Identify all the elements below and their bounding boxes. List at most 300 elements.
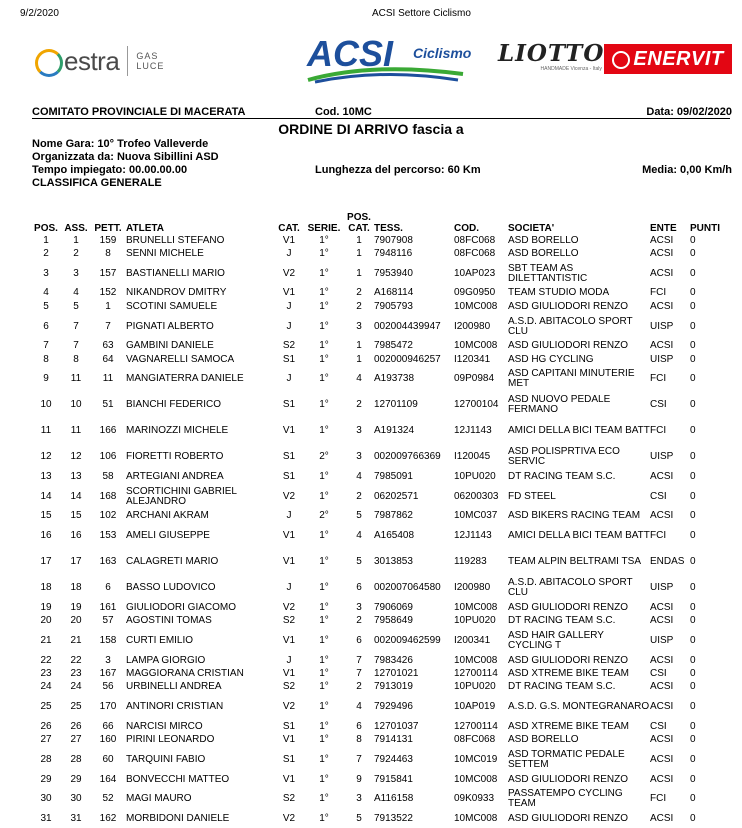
- cell-serie: 1°: [319, 812, 329, 824]
- cell-ass: 14: [70, 490, 82, 502]
- race-code: Cod. 10MC: [315, 106, 372, 118]
- cell-ass: 3: [73, 267, 79, 279]
- cell-pett: 8: [105, 248, 111, 260]
- cell-atleta: MORBIDONI DANIELE: [126, 812, 230, 824]
- cell-ass: 15: [70, 510, 82, 522]
- cell-serie: 1°: [319, 634, 329, 646]
- cell-ente: ACSI: [650, 471, 674, 483]
- cell-ente: UISP: [650, 582, 674, 594]
- cell-pos: 31: [40, 812, 52, 824]
- cell-tess: 002007064580: [374, 582, 441, 594]
- col-cat: CAT.: [278, 223, 300, 234]
- cell-pos: 1: [43, 234, 49, 246]
- cell-cod: 12J1143: [454, 425, 492, 437]
- cell-ente: CSI: [650, 399, 667, 411]
- cell-societa: ASD BORELLO: [508, 234, 579, 246]
- cell-pos-cat: 2: [356, 287, 362, 299]
- cell-pos-cat: 4: [356, 701, 362, 713]
- cell-serie: 1°: [319, 681, 329, 693]
- cell-ass: 12: [70, 451, 82, 463]
- cell-ente: ENDAS: [650, 556, 685, 568]
- cell-societa: A.S.D. ABITACOLO SPORT CLU: [508, 577, 633, 599]
- cell-serie: 1°: [319, 267, 329, 279]
- cell-ente: FCI: [650, 425, 667, 437]
- cell-atleta: URBINELLI ANDREA: [126, 681, 222, 693]
- cell-ente: ACSI: [650, 654, 674, 666]
- cell-pos: 23: [40, 667, 52, 679]
- table-row: [30, 667, 724, 680]
- svg-text:ACSI: ACSI: [307, 33, 394, 74]
- cell-cat: V2: [282, 812, 296, 824]
- cell-cod: 08FC068: [454, 248, 496, 260]
- cell-societa: PASSATEMPO CYCLING TEAM: [508, 788, 623, 810]
- table-row: [30, 549, 724, 575]
- cell-ente: ACSI: [650, 510, 674, 522]
- cell-pett: 153: [99, 530, 117, 542]
- estra-swirl-icon: [35, 49, 63, 77]
- cell-pos: 28: [40, 753, 52, 765]
- cell-pos: 22: [40, 654, 52, 666]
- cell-atleta: ARTEGIANI ANDREA: [126, 471, 224, 483]
- cell-punti: 0: [690, 681, 696, 693]
- cell-serie: 1°: [319, 615, 329, 627]
- cell-ass: 10: [70, 399, 82, 411]
- cell-societa: FD STEEL: [508, 490, 556, 502]
- cell-punti: 0: [690, 287, 696, 299]
- cell-tess: 7906069: [374, 601, 413, 613]
- cell-pett: 157: [99, 267, 117, 279]
- cell-cod: 10MC008: [454, 654, 498, 666]
- cell-cat: S2: [282, 615, 296, 627]
- cell-cod: 10PU020: [454, 615, 496, 627]
- cell-ass: 16: [70, 530, 82, 542]
- cell-punti: 0: [690, 490, 696, 502]
- course-length: Lunghezza del percorso: 60 Km: [315, 164, 481, 176]
- cell-punti: 0: [690, 510, 696, 522]
- cell-pos-cat: 7: [356, 667, 362, 679]
- cell-pett: 162: [99, 812, 117, 824]
- cell-atleta: MAGI MAURO: [126, 793, 192, 805]
- cell-ente: ACSI: [650, 681, 674, 693]
- cell-pos: 24: [40, 681, 52, 693]
- cell-cod: 08FC068: [454, 734, 496, 746]
- cell-ente: ACSI: [650, 340, 674, 352]
- liotto-logo: LIOTTO HANDMADE Vicenza - Italy: [498, 40, 605, 72]
- cell-ente: ACSI: [650, 601, 674, 613]
- average-speed: Media: 0,00 Km/h: [642, 164, 732, 176]
- cell-tess: A193738: [374, 373, 415, 385]
- cell-punti: 0: [690, 451, 696, 463]
- header-divider: [32, 118, 730, 119]
- enervit-circle-icon: [612, 51, 630, 69]
- race-name: Nome Gara: 10° Trofeo Valleverde: [32, 138, 209, 150]
- cell-cat: S2: [282, 340, 296, 352]
- cell-ass: 5: [73, 300, 79, 312]
- cell-pett: 152: [99, 287, 117, 299]
- cell-cat: V1: [282, 667, 296, 679]
- col-cod: COD.: [454, 223, 479, 234]
- cell-serie: 1°: [319, 667, 329, 679]
- table-row: [30, 470, 724, 483]
- cell-pett: 164: [99, 773, 117, 785]
- cell-cod: I120045: [454, 451, 491, 463]
- cell-tess: 7987862: [374, 510, 413, 522]
- table-row: [30, 733, 724, 746]
- cell-pos: 5: [43, 300, 49, 312]
- cell-cat: V1: [282, 734, 296, 746]
- cell-pett: 11: [102, 373, 114, 385]
- cell-cat: S1: [282, 471, 296, 483]
- cell-pett: 1: [105, 300, 111, 312]
- cell-pos: 20: [40, 615, 52, 627]
- cell-pett: 106: [99, 451, 117, 463]
- cell-cat: V2: [282, 701, 296, 713]
- cell-cat: J: [286, 654, 292, 666]
- cell-cod: 10AP023: [454, 267, 496, 279]
- cell-tess: 3013853: [374, 556, 413, 568]
- cell-pett: 167: [99, 667, 117, 679]
- cell-atleta: GIULIODORI GIACOMO: [126, 601, 237, 613]
- cell-punti: 0: [690, 471, 696, 483]
- cell-serie: 1°: [319, 753, 329, 765]
- cell-pos-cat: 7: [356, 654, 362, 666]
- cell-ass: 22: [70, 654, 82, 666]
- cell-pett: 168: [99, 490, 117, 502]
- svg-text:Ciclismo: Ciclismo: [413, 45, 472, 61]
- cell-pos-cat: 2: [356, 300, 362, 312]
- results-table: [30, 212, 724, 826]
- cell-tess: 002009462599: [374, 634, 441, 646]
- cell-pett: 64: [102, 353, 114, 365]
- cell-ass: 18: [70, 582, 82, 594]
- cell-atleta: BONVECCHI MATTEO: [126, 773, 230, 785]
- cell-cod: I200980: [454, 320, 491, 332]
- col-serie: SERIE.: [307, 223, 341, 234]
- cell-cod: 09K0933: [454, 793, 495, 805]
- col-pett: PETT.: [94, 223, 122, 234]
- cell-atleta: PIGNATI ALBERTO: [126, 320, 214, 332]
- cell-tess: 7985091: [374, 471, 413, 483]
- cell-punti: 0: [690, 425, 696, 437]
- cell-cat: J: [286, 373, 292, 385]
- cell-pos: 9: [43, 373, 49, 385]
- table-row: [30, 747, 724, 773]
- cell-punti: 0: [690, 753, 696, 765]
- cell-punti: 0: [690, 601, 696, 613]
- cell-cod: 10MC008: [454, 812, 498, 824]
- cell-cat: V1: [282, 773, 296, 785]
- table-row: [30, 681, 724, 694]
- cell-ass: 29: [70, 773, 82, 785]
- page-title: ORDINE DI ARRIVO fascia a: [278, 121, 464, 137]
- cell-pett: 58: [102, 471, 114, 483]
- cell-tess: 7948116: [374, 248, 413, 260]
- cell-punti: 0: [690, 373, 696, 385]
- cell-pett: 56: [102, 681, 114, 693]
- cell-pett: 52: [102, 793, 114, 805]
- cell-ente: UISP: [650, 451, 674, 463]
- cell-cat: S1: [282, 353, 296, 365]
- cell-pos-cat: 3: [356, 601, 362, 613]
- cell-punti: 0: [690, 654, 696, 666]
- cell-pos: 25: [40, 701, 52, 713]
- cell-serie: 1°: [319, 340, 329, 352]
- cell-serie: 1°: [319, 582, 329, 594]
- cell-ente: ACSI: [650, 734, 674, 746]
- cell-pos-cat: 5: [356, 510, 362, 522]
- acsi-logo: [303, 32, 473, 84]
- cell-pos-cat: 1: [356, 353, 362, 365]
- cell-cat: J: [286, 300, 292, 312]
- enervit-logo: ENERVIT: [604, 44, 732, 74]
- cell-atleta: BIANCHI FEDERICO: [126, 399, 222, 411]
- cell-societa: ASD CAPITANI MINUTERIE MET: [508, 368, 635, 390]
- cell-punti: 0: [690, 812, 696, 824]
- cell-tess: 7913522: [374, 812, 413, 824]
- cell-ass: 13: [70, 471, 82, 483]
- cell-tess: 7983426: [374, 654, 413, 666]
- cell-pett: 166: [99, 425, 117, 437]
- cell-ass: 24: [70, 681, 82, 693]
- table-row: [30, 615, 724, 628]
- cell-pos: 2: [43, 248, 49, 260]
- cell-ass: 7: [73, 320, 79, 332]
- cell-pos-cat: 1: [356, 234, 362, 246]
- cell-cod: 119283: [454, 556, 487, 568]
- table-row: [30, 234, 724, 247]
- cell-societa: DT RACING TEAM S.C.: [508, 681, 616, 693]
- cell-cat: V1: [282, 234, 296, 246]
- cell-societa: TEAM ALPIN BELTRAMI TSA: [508, 556, 641, 568]
- cell-punti: 0: [690, 556, 696, 568]
- cell-serie: 1°: [319, 556, 329, 568]
- cell-ente: FCI: [650, 287, 667, 299]
- cell-ass: 27: [70, 734, 82, 746]
- cell-punti: 0: [690, 582, 696, 594]
- cell-pos-cat: 7: [356, 753, 362, 765]
- table-row: [30, 392, 724, 418]
- table-row: [30, 287, 724, 300]
- cell-pett: 6: [105, 582, 111, 594]
- race-date: Data: 09/02/2020: [646, 106, 732, 118]
- table-row: [30, 786, 724, 812]
- cell-tess: 7958649: [374, 615, 413, 627]
- col-punti: PUNTI: [690, 223, 720, 234]
- col-pos-cat: POS. CAT.: [347, 212, 371, 234]
- cell-pos-cat: 6: [356, 634, 362, 646]
- cell-cod: 12700104: [454, 399, 499, 411]
- cell-atleta: BASSO LUDOVICO: [126, 582, 216, 594]
- cell-pos-cat: 4: [356, 530, 362, 542]
- cell-serie: 2°: [319, 451, 329, 463]
- cell-punti: 0: [690, 267, 696, 279]
- cell-pos-cat: 9: [356, 773, 362, 785]
- cell-serie: 1°: [319, 248, 329, 260]
- cell-ass: 20: [70, 615, 82, 627]
- cell-serie: 1°: [319, 300, 329, 312]
- cell-societa: ASD BIKERS RACING TEAM: [508, 510, 641, 522]
- cell-pos: 7: [43, 340, 49, 352]
- cell-ente: UISP: [650, 320, 674, 332]
- cell-serie: 1°: [319, 287, 329, 299]
- table-row: [30, 575, 724, 601]
- cell-serie: 1°: [319, 601, 329, 613]
- cell-pos-cat: 6: [356, 720, 362, 732]
- cell-cod: I200980: [454, 582, 491, 594]
- cell-atleta: ARCHANI AKRAM: [126, 510, 209, 522]
- cell-cat: J: [286, 510, 292, 522]
- cell-tess: 7953940: [374, 267, 413, 279]
- committee: COMITATO PROVINCIALE DI MACERATA: [32, 106, 246, 118]
- table-row: [30, 510, 724, 523]
- cell-pett: 102: [99, 510, 117, 522]
- cell-cat: V1: [282, 425, 296, 437]
- cell-ente: ACSI: [650, 753, 674, 765]
- cell-societa: ASD XTREME BIKE TEAM: [508, 720, 629, 732]
- cell-punti: 0: [690, 234, 696, 246]
- cell-pos: 15: [40, 510, 52, 522]
- cell-cat: V2: [282, 267, 296, 279]
- cell-serie: 1°: [319, 471, 329, 483]
- cell-pett: 158: [99, 634, 117, 646]
- cell-cat: S1: [282, 720, 296, 732]
- cell-ente: CSI: [650, 667, 667, 679]
- cell-societa: AMICI DELLA BICI TEAM BATT: [508, 425, 650, 437]
- cell-pett: 63: [102, 340, 114, 352]
- cell-tess: 002009766369: [374, 451, 441, 463]
- cell-societa: DT RACING TEAM S.C.: [508, 471, 616, 483]
- table-row: [30, 812, 724, 825]
- cell-ass: 26: [70, 720, 82, 732]
- cell-ente: ACSI: [650, 773, 674, 785]
- sponsor-logos: [0, 30, 742, 85]
- cell-cod: 10AP019: [454, 701, 496, 713]
- cell-ente: ACSI: [650, 812, 674, 824]
- cell-tess: 12701037: [374, 720, 419, 732]
- cell-pos-cat: 2: [356, 615, 362, 627]
- cell-cod: 08FC068: [454, 234, 496, 246]
- cell-pos: 16: [40, 530, 52, 542]
- cell-tess: 12701021: [374, 667, 419, 679]
- results-header-row: [30, 212, 724, 234]
- cell-pos-cat: 2: [356, 399, 362, 411]
- cell-cod: 09G0950: [454, 287, 496, 299]
- cell-cod: 10MC008: [454, 340, 498, 352]
- cell-pos-cat: 4: [356, 373, 362, 385]
- cell-atleta: BASTIANELLI MARIO: [126, 267, 225, 279]
- cell-serie: 1°: [319, 701, 329, 713]
- cell-cod: 12700114: [454, 667, 498, 679]
- cell-cat: S1: [282, 399, 296, 411]
- table-row: [30, 720, 724, 733]
- cell-punti: 0: [690, 634, 696, 646]
- cell-atleta: BRUNELLI STEFANO: [126, 234, 225, 246]
- cell-societa: TEAM STUDIO MODA: [508, 287, 610, 299]
- cell-cat: S2: [282, 681, 296, 693]
- cell-ente: FCI: [650, 373, 667, 385]
- cell-serie: 1°: [319, 720, 329, 732]
- cell-societa: ASD BORELLO: [508, 248, 579, 260]
- cell-cod: 10MC008: [454, 773, 498, 785]
- cell-cod: 10PU020: [454, 471, 496, 483]
- cell-ente: CSI: [650, 490, 667, 502]
- cell-ass: 25: [70, 701, 82, 713]
- cell-cat: J: [286, 320, 292, 332]
- cell-cod: 10MC019: [454, 753, 498, 765]
- cell-punti: 0: [690, 667, 696, 679]
- cell-atleta: SCORTICHINI GABRIEL ALEJANDRO: [126, 485, 237, 507]
- cell-societa: DT RACING TEAM S.C.: [508, 615, 616, 627]
- cell-ass: 17: [70, 556, 82, 568]
- cell-pos-cat: 1: [356, 248, 362, 260]
- cell-atleta: SENNI MICHELE: [126, 248, 204, 260]
- cell-serie: 1°: [319, 353, 329, 365]
- cell-pos-cat: 5: [356, 812, 362, 824]
- col-societa: SOCIETA': [508, 223, 555, 234]
- cell-tess: A191324: [374, 425, 415, 437]
- cell-societa: ASD GIULIODORI RENZO: [508, 773, 629, 785]
- cell-atleta: AMELI GIUSEPPE: [126, 530, 210, 542]
- cell-pett: 170: [99, 701, 117, 713]
- table-row: [30, 300, 724, 313]
- cell-pos: 27: [40, 734, 52, 746]
- cell-societa: ASD GIULIODORI RENZO: [508, 812, 629, 824]
- cell-ass: 7: [73, 340, 79, 352]
- cell-cat: V2: [282, 490, 296, 502]
- cell-tess: 7914131: [374, 734, 413, 746]
- cell-atleta: MARINOZZI MICHELE: [126, 425, 229, 437]
- cell-cat: J: [286, 582, 292, 594]
- table-row: [30, 366, 724, 392]
- cell-serie: 1°: [319, 399, 329, 411]
- cell-serie: 1°: [319, 773, 329, 785]
- col-tess: TESS.: [374, 223, 403, 234]
- cell-atleta: VAGNARELLI SAMOCA: [126, 353, 235, 365]
- cell-pos: 10: [40, 399, 52, 411]
- cell-atleta: LAMPA GIORGIO: [126, 654, 206, 666]
- cell-atleta: AGOSTINI TOMAS: [126, 615, 212, 627]
- cell-pos: 13: [40, 471, 52, 483]
- cell-cod: I120341: [454, 353, 491, 365]
- table-row: [30, 484, 724, 510]
- table-row: [30, 261, 724, 287]
- cell-serie: 1°: [319, 530, 329, 542]
- estra-logo-word: estra: [64, 45, 120, 76]
- cell-punti: 0: [690, 300, 696, 312]
- table-row: [30, 340, 724, 353]
- cell-societa: ASD GIULIODORI RENZO: [508, 340, 629, 352]
- cell-pos: 8: [43, 353, 49, 365]
- print-date: 9/2/2020: [20, 8, 59, 19]
- table-row: [30, 247, 724, 260]
- cell-societa: ASD HAIR GALLERY CYCLING T: [508, 629, 604, 651]
- cell-atleta: MANGIATERRA DANIELE: [126, 373, 244, 385]
- cell-pett: 51: [102, 399, 114, 411]
- cell-tess: 06202571: [374, 490, 419, 502]
- cell-punti: 0: [690, 248, 696, 260]
- cell-pos-cat: 5: [356, 556, 362, 568]
- cell-cod: 10MC008: [454, 601, 498, 613]
- cell-atleta: FIORETTI ROBERTO: [126, 451, 224, 463]
- cell-ass: 11: [70, 425, 82, 437]
- cell-pos-cat: 8: [356, 734, 362, 746]
- col-ass: ASS.: [64, 223, 88, 234]
- cell-societa: ASD GIULIODORI RENZO: [508, 654, 629, 666]
- cell-ente: FCI: [650, 793, 667, 805]
- cell-tess: 7907908: [374, 234, 413, 246]
- cell-punti: 0: [690, 793, 696, 805]
- cell-pett: 7: [105, 320, 111, 332]
